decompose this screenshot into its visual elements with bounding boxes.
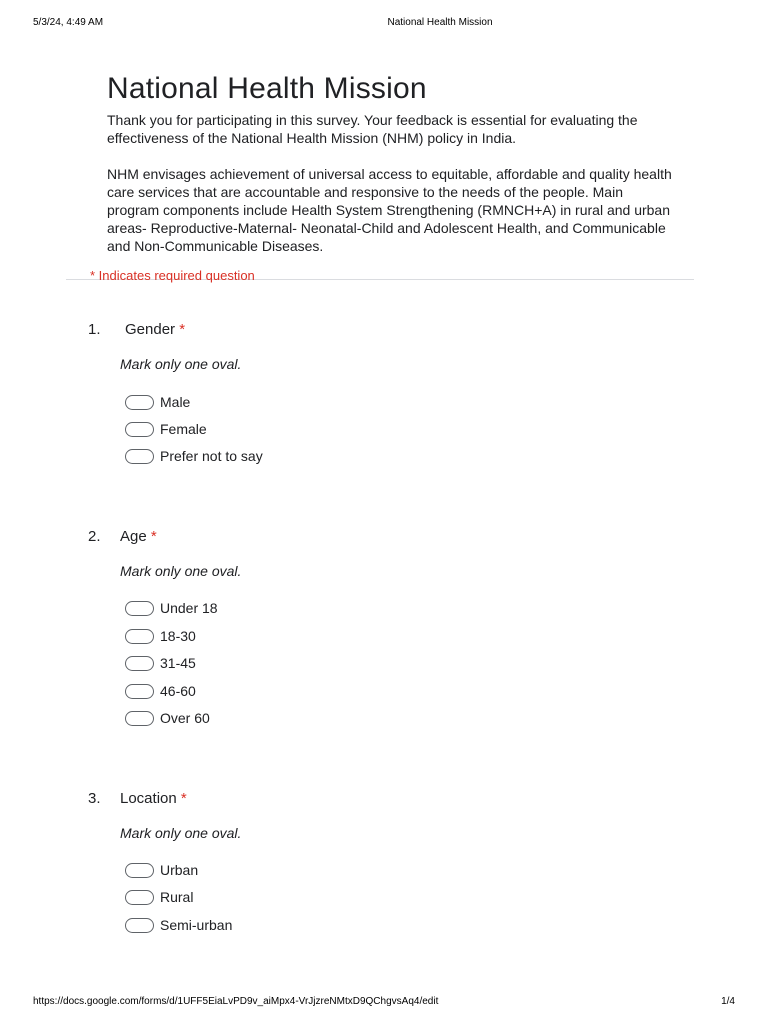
print-datetime: 5/3/24, 4:49 AM [33,17,104,28]
print-url[interactable]: https://docs.google.com/forms/d/1UFF5EiaLvPD9v_aiMpx4-VrJjzreNMtxD9QChgvsAq4/edit [33,996,439,1007]
form-title: National Health Mission [107,72,427,105]
radio-oval[interactable] [125,918,154,933]
option-label: Male [160,394,191,410]
option-label: Urban [160,862,199,878]
option-label: 46-60 [160,683,196,699]
option-label: Female [160,421,207,437]
radio-oval[interactable] [125,656,154,671]
required-star: * [179,321,186,338]
question-title [125,321,185,338]
form-description [107,111,677,273]
form-description-intro: Thank you for participating in this survey. Your feedback is essential for evaluating the effectiveness of the National Health Mission (NHM) policy in India. [107,112,638,146]
question-title [120,790,187,807]
option-label: Under 18 [160,600,218,616]
question-instruction: Mark only one oval. [120,356,242,372]
question-title [120,528,157,545]
question-title-text: Gender [125,321,176,338]
form-description-nhm: NHM envisages achievement of universal access to equitable, affordable and quality health care services that are accountable and responsive to the needs of the people. Main program components include Health System Strengthening (RMNCH+A) in rural and urban areas- Reproductive-Maternal- Neonatal-Child and Adolescent Health, and Communicable and Non-Communicable Diseases. [107,166,672,254]
print-title: National Health Mission [387,17,493,28]
radio-oval[interactable] [125,711,154,726]
radio-oval[interactable] [125,684,154,699]
radio-oval[interactable] [125,863,154,878]
question-number: 1. [88,321,101,338]
print-footer [0,996,768,1010]
print-header [0,17,768,31]
required-star: * [180,790,187,807]
option-label: 31-45 [160,655,196,671]
option-label: Over 60 [160,710,210,726]
radio-oval[interactable] [125,422,154,437]
page-number: 1/4 [721,996,735,1007]
question-instruction: Mark only one oval. [120,825,242,841]
radio-oval[interactable] [125,629,154,644]
radio-oval[interactable] [125,890,154,905]
radio-oval[interactable] [125,449,154,464]
question-instruction: Mark only one oval. [120,563,242,579]
option-label: Rural [160,889,194,905]
question-number: 3. [88,790,101,807]
required-star: * [150,528,157,545]
required-note: * Indicates required question [90,268,255,283]
question-title-text: Location [120,790,177,807]
option-label: Prefer not to say [160,448,263,464]
radio-oval[interactable] [125,601,154,616]
question-title-text: Age [120,528,147,545]
option-label: Semi-urban [160,917,233,933]
question-number: 2. [88,528,101,545]
option-label: 18-30 [160,628,196,644]
radio-oval[interactable] [125,395,154,410]
